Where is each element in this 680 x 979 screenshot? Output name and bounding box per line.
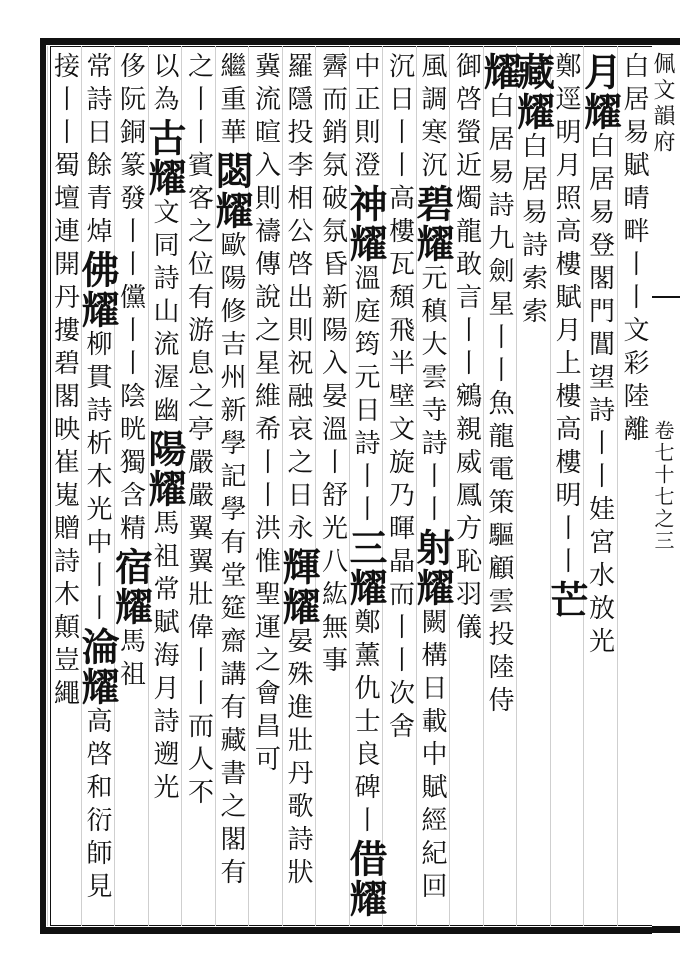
column-rule: [114, 46, 115, 926]
entry-text: 旋乃暉晶而丨丨次舍: [384, 448, 415, 745]
entry-heading: 古耀: [142, 118, 187, 198]
column-rule: [483, 46, 484, 926]
column-rule: [349, 46, 350, 926]
text-column: [510, 52, 556, 922]
entry-heading: 耀: [477, 52, 522, 92]
entry-text: 晏殊進壯丹歌詩狀: [283, 627, 313, 891]
column-rule: [282, 46, 283, 926]
entry-heading: 藏耀: [510, 52, 556, 132]
entry-text: 接丨丨蜀壇連: [49, 52, 80, 250]
entry-text: 阮銅篆發丨丨: [115, 85, 146, 283]
text-column: [449, 52, 483, 922]
entry-heading: 射耀: [410, 528, 455, 608]
margin-rule-bottom: [652, 926, 680, 933]
column-rule: [449, 46, 450, 926]
entry-heading: 宿耀: [108, 547, 154, 627]
text-column: [343, 52, 388, 922]
entry-text: 柳貫詩析木光中丨丨: [82, 330, 112, 627]
text-column: [477, 52, 522, 922]
text-column: [382, 52, 416, 922]
entry-text: 冀流暄入則禱傳說之星維希丨丨: [250, 52, 281, 514]
entry-text: 丨丨文彩陸離: [619, 250, 649, 448]
entry-text: 以為: [149, 52, 179, 118]
entry-heading: 佛耀: [75, 250, 120, 330]
text-column: [108, 52, 154, 922]
column-rule: [81, 46, 82, 926]
entry-text: 白居易詩九劍星丨丨魚龍電策驅顧雲投陸侍: [484, 92, 514, 719]
column-rule: [617, 46, 618, 926]
entry-text: 賓客之位有游息之亭嚴嚴翼翼壯偉丨丨而人不: [183, 151, 214, 811]
text-column: [315, 52, 349, 922]
entry-text: 沉日丨丨: [384, 52, 415, 184]
entry-text: 繼重華: [216, 52, 246, 151]
text-column: [617, 52, 651, 922]
column-rule: [382, 46, 383, 926]
margin-rule-top: [652, 38, 680, 45]
column-rule: [516, 46, 517, 926]
entry-text: 溫庭筠元日詩丨丨: [350, 264, 380, 528]
entry-text: 贈詩木顛豈繩: [49, 514, 80, 712]
entry-text: 中正則澄: [350, 52, 380, 184]
text-column: [142, 52, 187, 922]
entry-text: 洪惟聖運之會昌可: [250, 514, 281, 778]
entry-text: 馬祖: [115, 627, 146, 693]
entry-text: 文同詩山流渥幽: [149, 198, 179, 429]
entry-text: 霽而銷氛: [317, 52, 348, 184]
margin-volume-label: 卷七十七之三: [651, 420, 675, 552]
entry-text: 羅隱投李相公啓出則祝融哀之日永: [283, 52, 313, 547]
entry-text: 高樓瓦頹飛半壁文: [384, 184, 415, 448]
entry-text: 丨舒光八紘無事: [317, 448, 348, 679]
text-column: [276, 52, 321, 922]
entry-heading: 神耀: [343, 184, 388, 264]
entry-text: 風調寒沉: [417, 52, 447, 184]
entry-heading: 輝耀: [276, 547, 321, 627]
entry-text: 白居易詩索索: [517, 132, 548, 330]
entry-heading: 月耀: [577, 52, 623, 132]
entry-heading: 三耀: [343, 528, 388, 608]
entry-text: 歐陽修吉州新學記學有堂筵齋講有藏書之閣有: [216, 231, 246, 891]
text-column: [75, 52, 120, 922]
entry-heading: 芒: [544, 580, 589, 620]
text-column: [410, 52, 455, 922]
column-rule: [47, 46, 48, 926]
entry-text: 開丹摟碧閣映崔嵬: [49, 250, 80, 514]
entry-text: 高啓和衍師見: [82, 707, 112, 905]
text-column: [209, 52, 254, 922]
column-rule: [215, 46, 216, 926]
margin-book-title: 佩文韻府: [650, 52, 675, 156]
entry-text: 常詩日餘青焯: [82, 52, 112, 250]
entry-text: 御啓螢近燭龍敢言丨丨鵷親威鳳方恥羽儀: [451, 52, 482, 646]
entry-text: 鄭薰仇士良碑丨: [350, 608, 380, 839]
entry-text: 鄭逕明月照高樓賦月上樓高樓明丨丨: [551, 52, 581, 580]
entry-text: 白居易賦晴畔: [619, 52, 649, 250]
column-rule: [148, 46, 149, 926]
column-rule: [315, 46, 316, 926]
entry-text: 破氛昏新陽入晏溫: [317, 184, 348, 448]
entry-heading: 借耀: [343, 839, 388, 919]
column-rule: [583, 46, 584, 926]
entry-text: 侈: [115, 52, 146, 85]
entry-text: 闕構日載中賦經紀回: [417, 608, 447, 905]
entry-heading: 淪耀: [75, 627, 120, 707]
entry-heading: 碧耀: [410, 184, 455, 264]
entry-text: 白居易登閣門閶望詩丨丨娃宮水放光: [584, 132, 615, 660]
column-rule: [550, 46, 551, 926]
entry-text: 之丨丨: [183, 52, 214, 151]
entry-text: 元稹大雲寺詩丨丨: [417, 264, 447, 528]
text-column: [577, 52, 623, 922]
text-column: [47, 52, 81, 922]
entry-text: 儻丨丨陰晄獨含精: [115, 283, 146, 547]
column-rule: [416, 46, 417, 926]
entry-heading: 陽耀: [142, 429, 187, 509]
entry-heading: 閟耀: [209, 151, 254, 231]
text-column: [544, 52, 589, 922]
entry-text: 馬祖常賦海月詩遡光: [149, 509, 179, 806]
